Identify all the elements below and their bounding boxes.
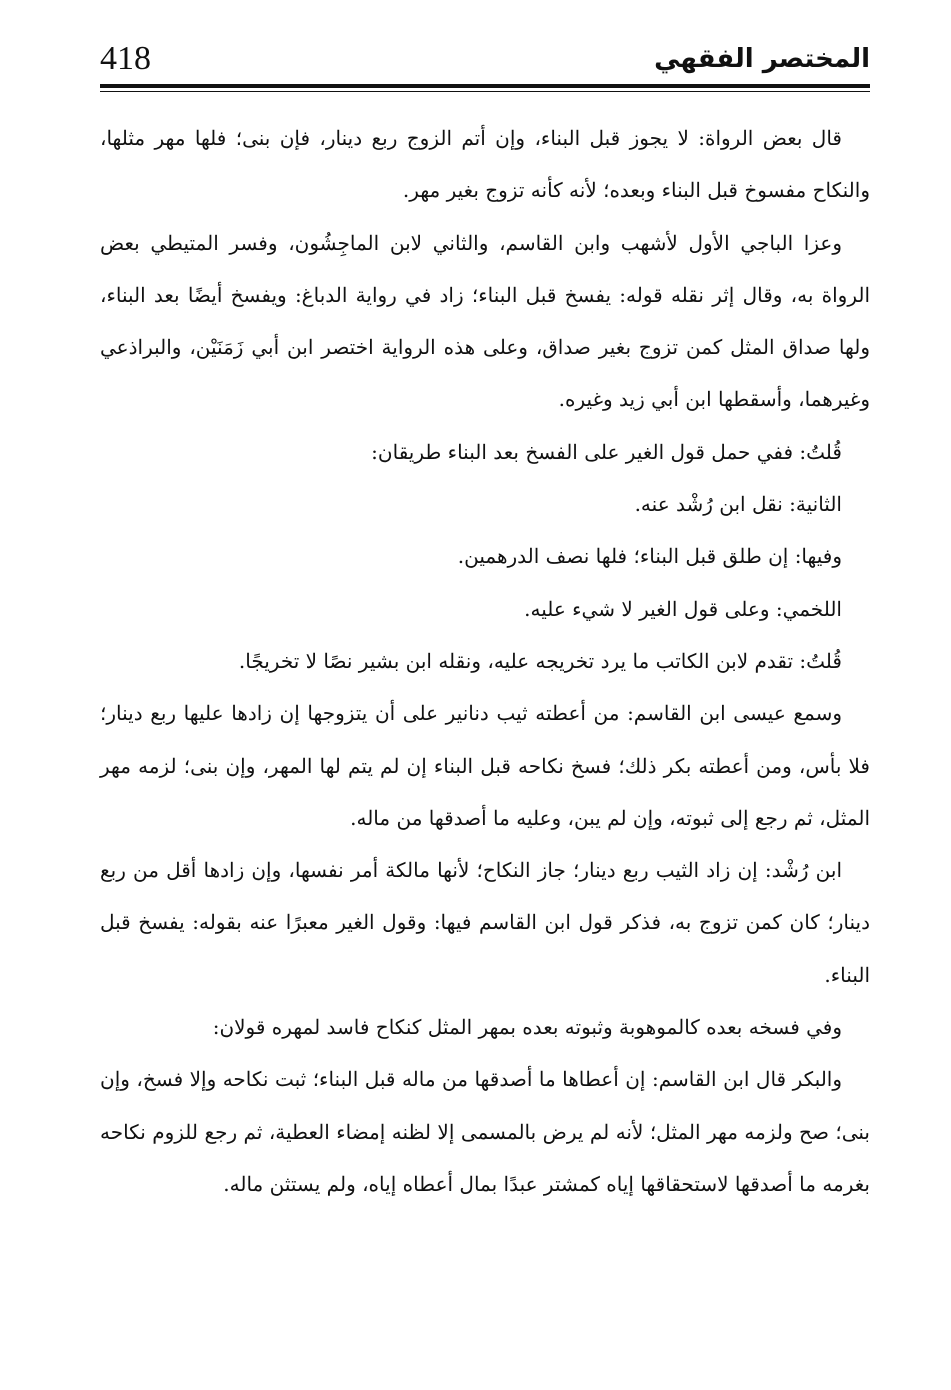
paragraph: قُلتُ: ففي حمل قول الغير على الفسخ بعد البناء طريقان: bbox=[371, 439, 842, 464]
paragraph: قال بعض الرواة: لا يجوز قبل البناء، وإن أتم الزوج ربع دينار، فإن بنى؛ فلها مهر مثلها، والنكاح مفسوخ قبل البناء وبعده؛ لأنه كأنه تزوج بغير مهر. bbox=[100, 126, 870, 203]
paragraph: اللخمي: وعلى قول الغير لا شيء عليه. bbox=[524, 596, 842, 621]
paragraph: الثانية: نقل ابن رُشْد عنه. bbox=[634, 492, 842, 517]
running-title: المختصر الفقهي bbox=[654, 44, 870, 74]
page-body bbox=[100, 112, 870, 1210]
paragraph: وفي فسخه بعده كالموهوبة وثبوته بعده بمهر المثل كنكاح فاسد لمهره قولان: bbox=[212, 1015, 842, 1040]
paragraph: وعزا الباجي الأول لأشهب وابن القاسم، والثاني لابن الماجِشُون، وفسر المتيطي بعض الرواة به، وقال إثر نقله قوله: يفسخ قبل البناء؛ زاد في رواية الدباغ: ويفسخ أيضًا بعد البناء، ولها صداق المثل كمن تزوج بغير صداق، وعلى هذه الرواية اختصر ابن أبي زَمَنَيْن، والبراذعي وغيرهما، وأسقطها ابن أبي زيد وغيره. bbox=[100, 230, 870, 412]
header-rule-thin bbox=[100, 91, 870, 92]
paragraph: قُلتُ: تقدم لابن الكاتب ما يرد تخريجه عليه، ونقله ابن بشير نصًا لا تخريجًا. bbox=[238, 648, 842, 673]
paragraph: وسمع عيسى ابن القاسم: من أعطته ثيب دنانير على أن يتزوجها إن زادها عليها ربع دينار؛ فلا بأس، ومن أعطته بكر ذلك؛ فسخ نكاحه قبل البناء إن لم يتم لها المهر، وإن بنى؛ لزمه مهر المثل، ثم رجع إلى ثبوته، وإن لم يبن، وعليه ما أصدقها من ماله. bbox=[100, 701, 870, 830]
paragraph: ابن رُشْد: إن زاد الثيب ربع دينار؛ جاز النكاح؛ لأنها مالكة أمر نفسها، وإن زادها أقل من ربع دينار؛ كان كمن تزوج به، فذكر قول ابن القاسم فيها: وقول الغير معبرًا عنه بقوله: يفسخ قبل البناء. bbox=[100, 858, 870, 987]
paragraph: وفيها: إن طلق قبل البناء؛ فلها نصف الدرهمين. bbox=[457, 544, 842, 569]
page-number: 418 bbox=[100, 40, 151, 77]
header-rule bbox=[100, 84, 870, 88]
page-header bbox=[100, 38, 870, 80]
paragraph: والبكر قال ابن القاسم: إن أعطاها ما أصدقها من ماله قبل البناء؛ ثبت نكاحه وإلا فسخ، وإن بنى؛ صح ولزمه مهر المثل؛ لأنه لم يرض بالمسمى إلا لظنه إمضاء العطية، ثم رجع للزوم نكاحه بغرمه ما أصدقها لاستحقاقها إياه كمشتر عبدًا بمال أعطاه إياه، ولم يستثن ماله. bbox=[100, 1067, 870, 1196]
